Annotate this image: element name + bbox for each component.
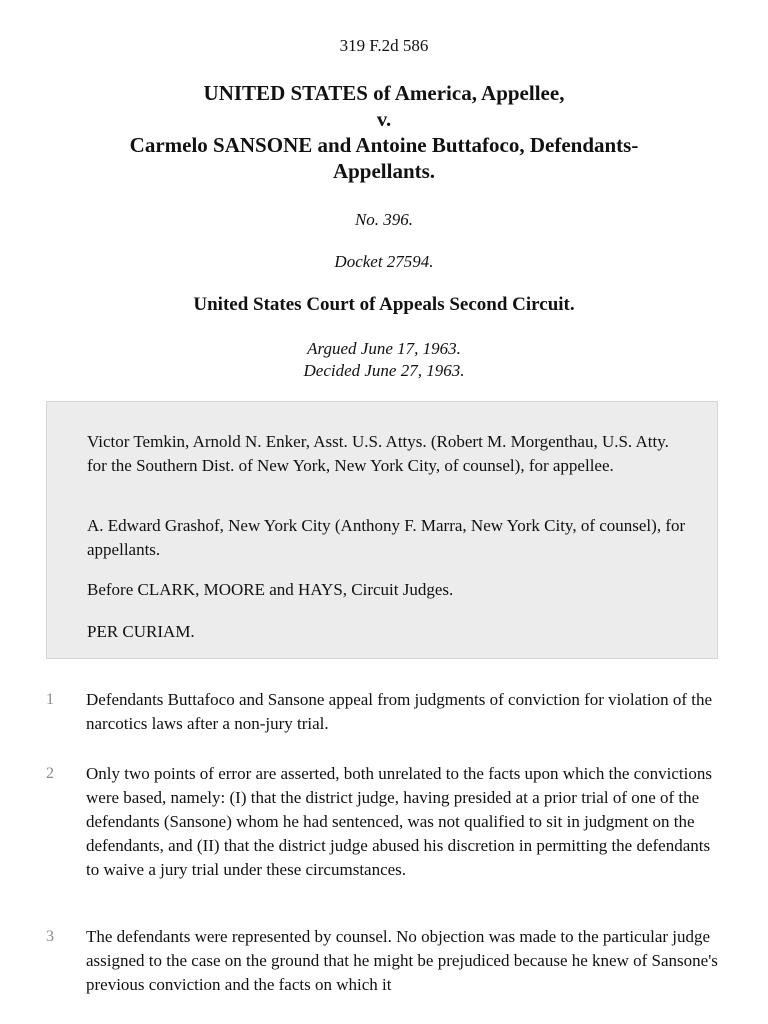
judges-line: Before CLARK, MOORE and HAYS, Circuit Judges. — [87, 580, 454, 599]
title-line-versus: v. — [376, 107, 392, 131]
paragraph-number: 2 — [46, 765, 54, 782]
paragraph-text: The defendants were represented by counsel. No objection was made to the particular judge assigned to the case on the ground that he might be prejudiced because he knew of Sansone's previous conviction and the facts on which it — [86, 927, 718, 994]
title-line-appellants: Appellants. — [332, 159, 436, 183]
case-number: No. 396. — [354, 210, 414, 229]
title-line-appellee: UNITED STATES of America, Appellee, — [203, 81, 565, 105]
paragraph-number: 1 — [46, 691, 54, 708]
counsel-box — [46, 401, 718, 659]
per-curiam: PER CURIAM. — [87, 622, 195, 641]
court-name: United States Court of Appeals Second Circuit. — [193, 294, 575, 315]
title-line-defendants: Carmelo SANSONE and Antoine Buttafoco, Defendants- — [129, 133, 639, 157]
counsel-appellants: A. Edward Grashof, New York City (Anthony F. Marra, New York City, of counsel), for appellants. — [87, 516, 686, 559]
argued-date: Argued June 17, 1963. — [307, 339, 461, 358]
case-dates — [0, 338, 768, 382]
docket-number: Docket 27594. — [334, 252, 434, 271]
paragraph-number: 3 — [46, 928, 54, 945]
paragraph-text: Defendants Buttafoco and Sansone appeal from judgments of conviction for violation of the narcotics laws after a non-jury trial. — [86, 690, 713, 733]
case-title — [60, 80, 708, 184]
decided-date: Decided June 27, 1963. — [303, 361, 465, 380]
paragraph-text: Only two points of error are asserted, both unrelated to the facts upon which the convictions were based, namely: (I) that the district judge, having presided at a prior trial of one of the defendants (Sansone) whom he had sentenced, was not qualified to sit in judgment on the defendants, and (II) that the district judge abused his discretion in permitting the defendants to waive a jury trial under these circumstances. — [86, 764, 712, 879]
citation: 319 F.2d 586 — [339, 36, 429, 55]
counsel-appellee: Victor Temkin, Arnold N. Enker, Asst. U.S. Attys. (Robert M. Morgenthau, U.S. Atty. for the Southern Dist. of New York, New York City, of counsel), for appellee. — [87, 432, 669, 475]
